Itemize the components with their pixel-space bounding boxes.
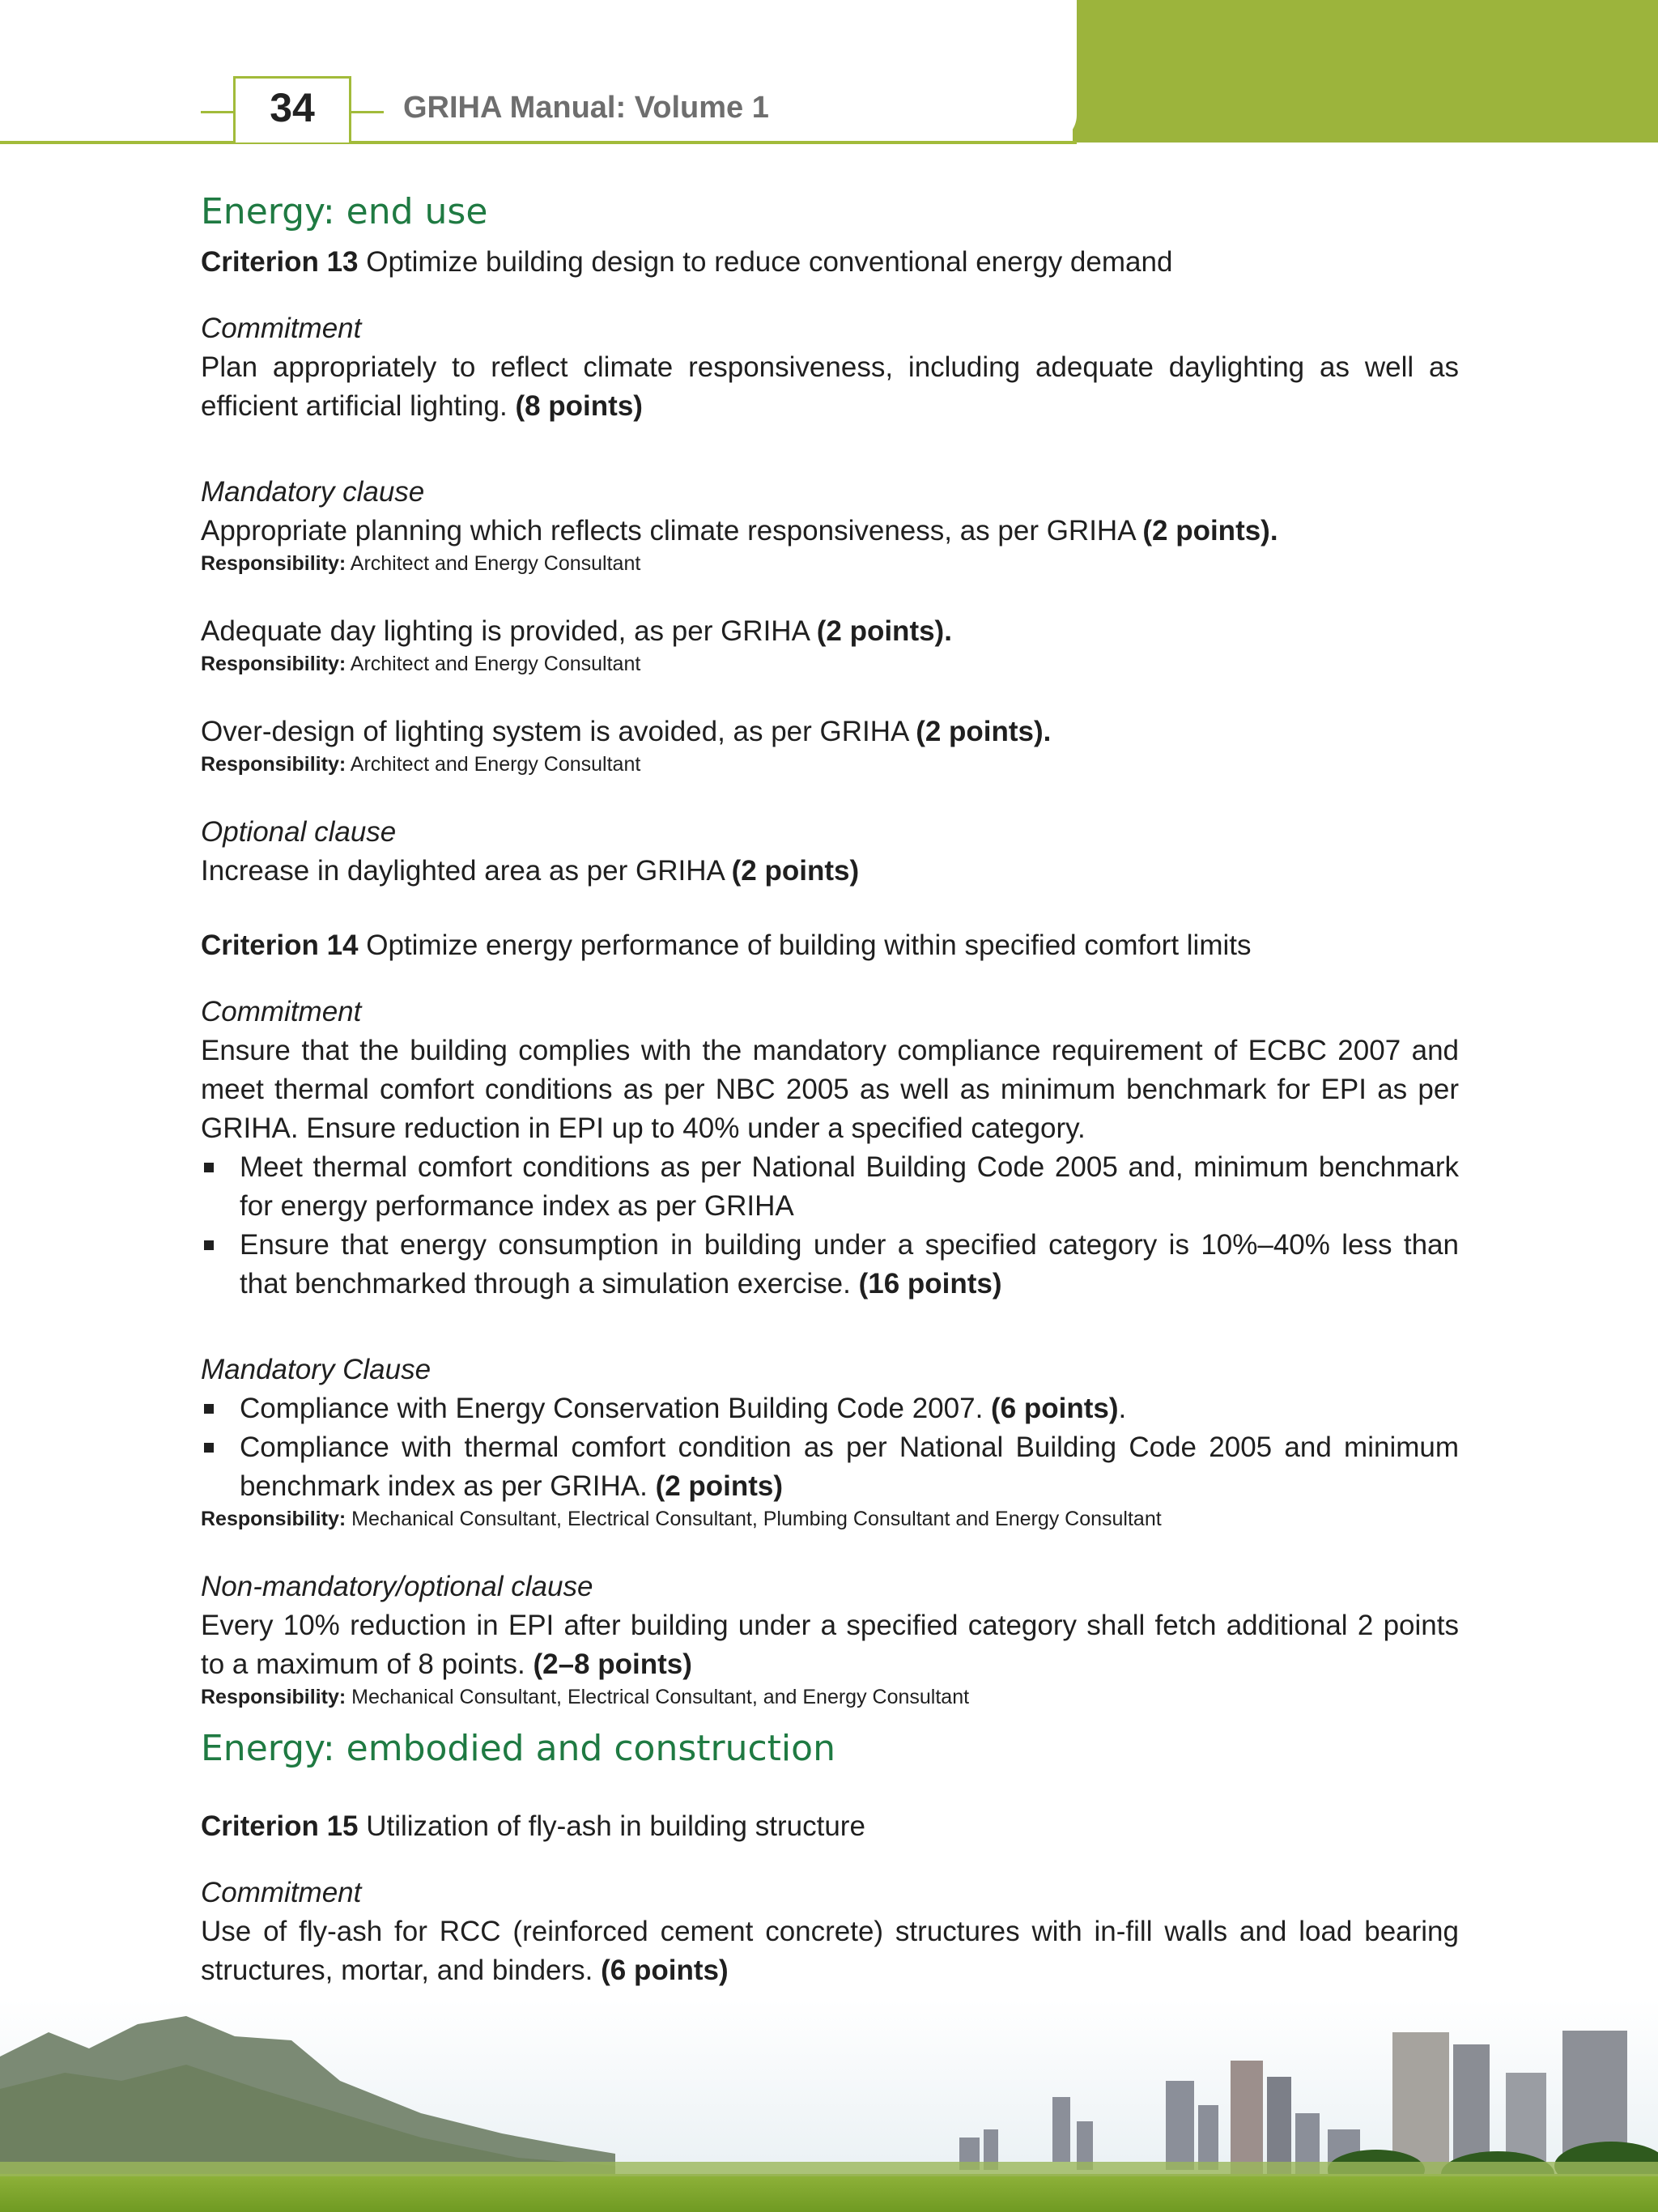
grass-field — [0, 2174, 1658, 2212]
mandatory-label: Mandatory Clause — [201, 1354, 432, 1385]
running-header-title: GRIHA Manual: Volume 1 — [403, 91, 769, 125]
page-number: 34 — [270, 85, 315, 130]
responsibility-label: Responsibility: — [201, 753, 346, 776]
list-item: Meet thermal comfort conditions as per National Building Code 2005 and, minimum benchmark for energy performance index as per GRIHA — [201, 1148, 1459, 1226]
list-item — [201, 1428, 1459, 1506]
mandatory-label: Mandatory clause — [201, 476, 425, 508]
responsibility-line — [201, 551, 1459, 576]
mandatory-item — [201, 713, 1459, 751]
points: (2 points). — [916, 716, 1052, 747]
responsibility-label: Responsibility: — [201, 1508, 346, 1530]
commitment-label: Commitment — [201, 313, 362, 344]
mandatory-item — [201, 512, 1459, 551]
criterion-13-title — [201, 243, 1459, 282]
clause-text: Adequate day lighting is provided, as per GRIHA — [201, 615, 809, 647]
commitment-text: Use of fly-ash for RCC (reinforced cement concrete) structures with in-fill walls and load bearing structures, mortar, and binders. — [201, 1916, 1459, 1986]
criterion-text: Utilization of fly-ash in building structure — [366, 1810, 865, 1842]
punctuation: . — [1118, 1393, 1127, 1424]
optional-label: Optional clause — [201, 816, 397, 848]
responsibility-line — [201, 751, 1459, 777]
responsibility-line — [201, 1684, 1459, 1710]
criterion-text: Optimize energy performance of building within specified comfort limits — [366, 929, 1252, 961]
points: (6 points) — [991, 1393, 1119, 1424]
responsibility-text: Mechanical Consultant, Electrical Consultant, Plumbing Consultant and Energy Consultant — [351, 1508, 1162, 1530]
responsibility-label: Responsibility: — [201, 552, 346, 575]
bullet-text: Compliance with thermal comfort condition as per National Building Code 2005 and minimum benchmark index as per GRIHA. — [240, 1431, 1459, 1502]
commitment-label: Commitment — [201, 996, 362, 1027]
responsibility-text: Architect and Energy Consultant — [350, 653, 641, 675]
mandatory-bullets — [201, 1389, 1459, 1506]
points: (16 points) — [858, 1268, 1002, 1300]
commitment-text: Plan appropriately to reflect climate responsiveness, including adequate daylighting as well as efficient artificial lighting. — [201, 351, 1459, 422]
page-body — [201, 188, 1459, 1990]
points: (2 points). — [816, 615, 952, 647]
responsibility-text: Architect and Energy Consultant — [350, 552, 641, 575]
points: (6 points) — [601, 1955, 729, 1986]
responsibility-text: Architect and Energy Consultant — [350, 753, 641, 776]
header-rule — [0, 141, 1077, 144]
clause-text: Appropriate planning which reflects climate responsiveness, as per GRIHA — [201, 515, 1135, 547]
mandatory-item — [201, 612, 1459, 651]
points: (2–8 points) — [533, 1648, 692, 1680]
optional-label: Non-mandatory/optional clause — [201, 1571, 593, 1602]
header-rule-left — [201, 111, 233, 113]
criterion-label: Criterion 14 — [201, 929, 359, 961]
header-rule-right — [351, 111, 384, 113]
clause-text: Increase in daylighted area as per GRIHA — [201, 855, 724, 887]
responsibility-line — [201, 1506, 1459, 1532]
points: (8 points) — [515, 390, 643, 422]
criterion-15-title — [201, 1807, 1459, 1846]
optional-item — [201, 1606, 1459, 1684]
commitment-label: Commitment — [201, 1877, 362, 1908]
landscape-footer-image — [0, 2000, 1658, 2212]
bullet-text: Compliance with Energy Conservation Building Code 2007. — [240, 1393, 984, 1424]
criterion-text: Optimize building design to reduce conventional energy demand — [366, 246, 1173, 278]
commitment-paragraph — [201, 1912, 1459, 1990]
criterion-14-title — [201, 926, 1459, 965]
criterion-label: Criterion 15 — [201, 1810, 359, 1842]
bullet-text: Ensure that energy consumption in building under a specified category is 10%–40% less than that benchmarked through a simulation exercise. — [240, 1229, 1459, 1300]
section-heading-end-use: Energy: end use — [201, 191, 488, 232]
list-item — [201, 1389, 1459, 1428]
commitment-bullets — [201, 1148, 1459, 1304]
optional-item — [201, 852, 1459, 891]
commitment-paragraph — [201, 348, 1459, 426]
responsibility-line — [201, 651, 1459, 677]
responsibility-label: Responsibility: — [201, 653, 346, 675]
clause-text: Every 10% reduction in EPI after building under a specified category shall fetch additional 2 points to a maximum of 8 points. — [201, 1610, 1459, 1680]
section-heading-embodied: Energy: embodied and construction — [201, 1728, 835, 1769]
list-item — [201, 1226, 1459, 1304]
header-green-band — [1073, 0, 1658, 143]
commitment-paragraph: Ensure that the building complies with the mandatory compliance requirement of ECBC 2007 and meet thermal comfort conditions as per NBC 2005 as well as minimum benchmark for EPI as per GRIHA. Ensure reduction in EPI up to 40% under a specified category. — [201, 1035, 1459, 1144]
clause-text: Over-design of lighting system is avoided, as per GRIHA — [201, 716, 908, 747]
points: (2 points) — [655, 1470, 784, 1502]
points: (2 points) — [731, 855, 860, 887]
responsibility-text: Mechanical Consultant, Electrical Consultant, and Energy Consultant — [351, 1686, 970, 1708]
responsibility-label: Responsibility: — [201, 1686, 346, 1708]
criterion-label: Criterion 13 — [201, 246, 359, 278]
points: (2 points). — [1142, 515, 1278, 547]
